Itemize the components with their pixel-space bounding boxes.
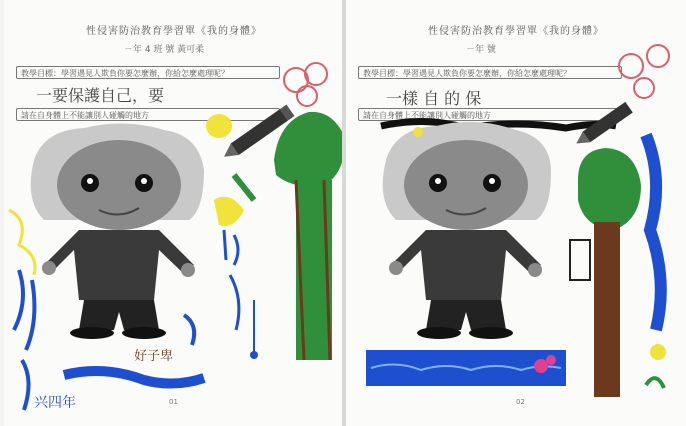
right-question-1: 教學目標：學習遇見人欺負你要怎麼辦，你給怎麼處理呢？ [358, 66, 622, 79]
left-name-line: ㄧ年 4 班 號 黃可柔 [124, 45, 205, 55]
right-handwritten-answer: 一樣 自 的 保 [386, 89, 482, 108]
left-drawing [4, 0, 344, 426]
page-number-left: 01 [169, 398, 178, 406]
stamp-icon [284, 63, 327, 106]
shirt-icon [44, 230, 194, 300]
right-drawing [346, 0, 686, 426]
sun-icon [206, 114, 232, 138]
blue-scribble-left [14, 270, 34, 410]
right-worksheet [346, 0, 686, 426]
shirt-icon [391, 230, 541, 300]
pants-icon [426, 300, 506, 330]
left-question-1: 教學目標：學習遇見人欺負你要怎麼辦，你給怎麼處理呢？ [16, 66, 280, 79]
right-name-line: ㄧ年 號 [466, 45, 496, 55]
left-sheet-title: 性侵害防治教育學習單《我的身體》 [86, 26, 262, 37]
left-question-2: 請在自身體上不能讓別人碰觸的地方 [16, 108, 280, 121]
tree-crown-icon [274, 112, 344, 186]
tree-crown-icon [578, 148, 641, 230]
left-worksheet [4, 0, 344, 426]
page-number-right: 02 [516, 398, 525, 406]
blue-scribble-right [646, 135, 661, 330]
left-footer-writing-1: 好子卑 [134, 349, 174, 364]
right-sheet-title: 性侵害防治教育學習單《我的身體》 [428, 26, 604, 37]
tree-trunk-icon [594, 222, 620, 397]
right-question-2: 請在自身體上不能讓別人碰觸的地方 [358, 108, 622, 121]
pants-icon [79, 300, 159, 330]
left-handwritten-answer: 一要保護自己，要 [36, 86, 165, 105]
face-icon [404, 140, 528, 230]
water-scribble-icon [64, 371, 204, 384]
face-icon [57, 140, 181, 230]
left-footer-writing-2: 兴四年 [34, 395, 76, 411]
stamp-icon [619, 45, 669, 98]
